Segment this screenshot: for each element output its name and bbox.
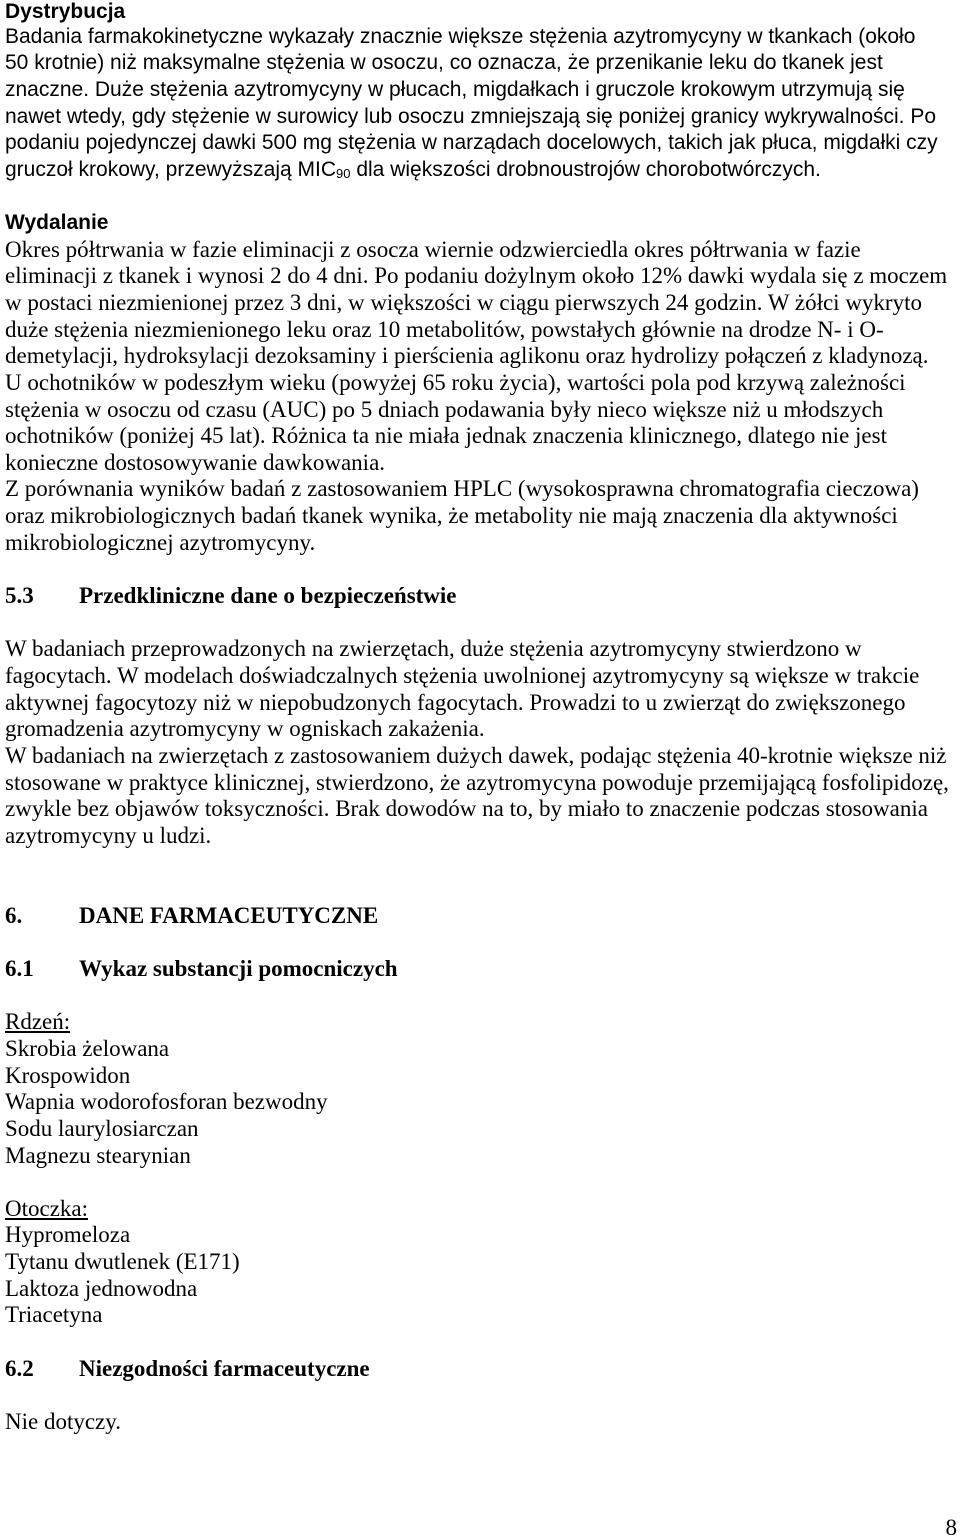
text-line: W badaniach na zwierzętach z zastosowaniem dużych dawek, podając stężenia 40-krotnie większe niż (5, 742, 947, 768)
text-line: w postaci niezmienionej przez 3 dni, w większości w ciągu pierwszych 24 godzin. W żółci wykryto (5, 290, 922, 315)
text-line: podaniu pojedynczej dawki 500 mg stężenia w narządach docelowych, takich jak płuca, migdałki czy (5, 131, 938, 155)
list-item: Sodu laurylosiarczan (5, 1115, 199, 1141)
section-6-2 (5, 1356, 955, 1436)
section-number: 6.2 (5, 1355, 34, 1381)
group-label-row (5, 1196, 955, 1223)
text-line: Okres półtrwania w fazie eliminacji z osocza wiernie odzwierciedla okres półtrwania w fazie (5, 236, 861, 262)
text-line: fagocytach. W modelach doświadczalnych stężenia uwolnionej azytromycyny są większe w trakcie (5, 662, 920, 688)
list-item: Laktoza jednowodna (5, 1275, 198, 1301)
text-line: W badaniach przeprowadzonych na zwierzętach, duże stężenia azytromycyny stwierdzono w (5, 636, 862, 662)
list-item: Magnezu stearynian (5, 1142, 191, 1168)
paragraph (5, 24, 955, 184)
text-line: aktywnej fagocytozy niż w niepobudzonych fagocytach. Prowadzi to u zwierząt do zwiększonego (5, 689, 906, 715)
text-line: znaczne. Duże stężenia azytromycyny w płucach, migdałkach i gruczole krokowym utrzymują się (5, 77, 905, 101)
text-line: azytromycyny u ludzi. (5, 822, 212, 848)
list-item: Triacetyna (5, 1302, 103, 1328)
list-item: Hypromeloza (5, 1222, 131, 1248)
section-6 (5, 903, 955, 930)
text-line: ochotników (poniżej 45 lat). Różnica ta nie miała jednak znaczenia klinicznego, dlatego nie jest (5, 423, 887, 449)
paragraph (5, 636, 955, 849)
section-title: Wykaz substancji pomocniczych (79, 956, 398, 982)
text-line: mikrobiologicznej azytromycyny. (5, 529, 316, 555)
text-line: oraz mikrobiologicznych badań tkanek wynika, że metabolity nie mają znaczenia dla aktywności (5, 503, 898, 529)
text-line: nawet wtedy, gdy stężenie w surowicy lub osoczu zmniejszają się poniżej granicy wykrywalności. Po (5, 104, 937, 128)
section-heading-6-1 (5, 956, 955, 983)
section-heading-6-2 (5, 1356, 955, 1383)
section-title: Niezgodności farmaceutyczne (79, 1355, 370, 1381)
text-line: Badania farmakokinetyczne wykazały znacznie większe stężenia azytromycyny w tkankach (około (5, 24, 916, 48)
section-heading-6 (5, 903, 955, 930)
subscript: 90 (336, 165, 351, 181)
text-line: konieczne dostosowywanie dawkowania. (5, 449, 386, 475)
text-line: Z porównania wyników badań z zastosowaniem HPLC (wysokosprawna chromatografia cieczowa) (5, 476, 919, 502)
text-line: stosowane w praktyce klinicznej, stwierdzono, że azytromycyna powoduje przemijającą fosfolipidozę, (5, 769, 949, 795)
list-item: Skrobia żelowana (5, 1035, 170, 1061)
section-title: Przedkliniczne dane o bezpieczeństwie (79, 583, 457, 609)
list-item: Krospowidon (5, 1062, 131, 1088)
page-number: 8 (945, 1515, 957, 1540)
excipient-group-core (5, 1009, 955, 1169)
text-line: zwykle bez objawów toksyczności. Brak dowodów na to, by miało to znaczenie podczas stosowania (5, 796, 928, 822)
text-line: stężenia w osoczu od czasu (AUC) po 5 dniach podawania były nieco większe niż u młodszych (5, 396, 884, 422)
group-label: Otoczka: (5, 1195, 89, 1221)
text-line: duże stężenia niezmienionego leku oraz 10 metabolitów, powstałych głównie na drodze N- i O- (5, 316, 884, 342)
section-heading-distribution: Dystrybucja (5, 0, 126, 23)
text-fragment: dla większości drobnoustrojów chorobotwórczych. (350, 157, 821, 181)
text-line: U ochotników w podeszłym wieku (powyżej 65 roku życia), wartości pola pod krzywą zależności (5, 369, 906, 395)
section-5-3 (5, 583, 955, 849)
section-heading-5-3 (5, 583, 955, 610)
list-item: Wapnia wodorofosforan bezwodny (5, 1089, 328, 1115)
paragraph (5, 237, 955, 557)
document-page (5, 0, 955, 1436)
section-number: 5.3 (5, 583, 34, 609)
text-line: demetylacji, hydroksylacji dezoksaminy i pierścienia aglikonu oraz hydrolizy połączeń z kladynozą. (5, 343, 929, 369)
section-number: 6.1 (5, 956, 34, 982)
text-line: 50 krotnie) niż maksymalne stężenia w osoczu, co oznacza, że przenikanie leku do tkanek jest (5, 51, 883, 75)
text-line: eliminacji z tkanek i wynosi 2 do 4 dni. Po podaniu dożylnym około 12% dawki wydala się z moczem (5, 263, 948, 289)
text-line: gromadzenia azytromycyny w ogniskach zakażenia. (5, 716, 485, 742)
group-label: Rdzeń: (5, 1009, 71, 1035)
section-6-1 (5, 956, 955, 1329)
section-distribution (5, 0, 955, 183)
section-elimination (5, 210, 955, 556)
list-item: Tytanu dwutlenek (E171) (5, 1249, 240, 1275)
section-title: DANE FARMACEUTYCZNE (79, 902, 379, 928)
text-fragment: gruczoł krokowy, przewyższają MIC (5, 157, 337, 181)
text-line: Nie dotyczy. (5, 1408, 122, 1434)
group-label-row (5, 1009, 955, 1036)
section-heading-elimination: Wydalanie (5, 211, 109, 235)
excipient-group-coating (5, 1196, 955, 1329)
section-number: 6. (5, 902, 23, 928)
text-line (5, 157, 955, 184)
